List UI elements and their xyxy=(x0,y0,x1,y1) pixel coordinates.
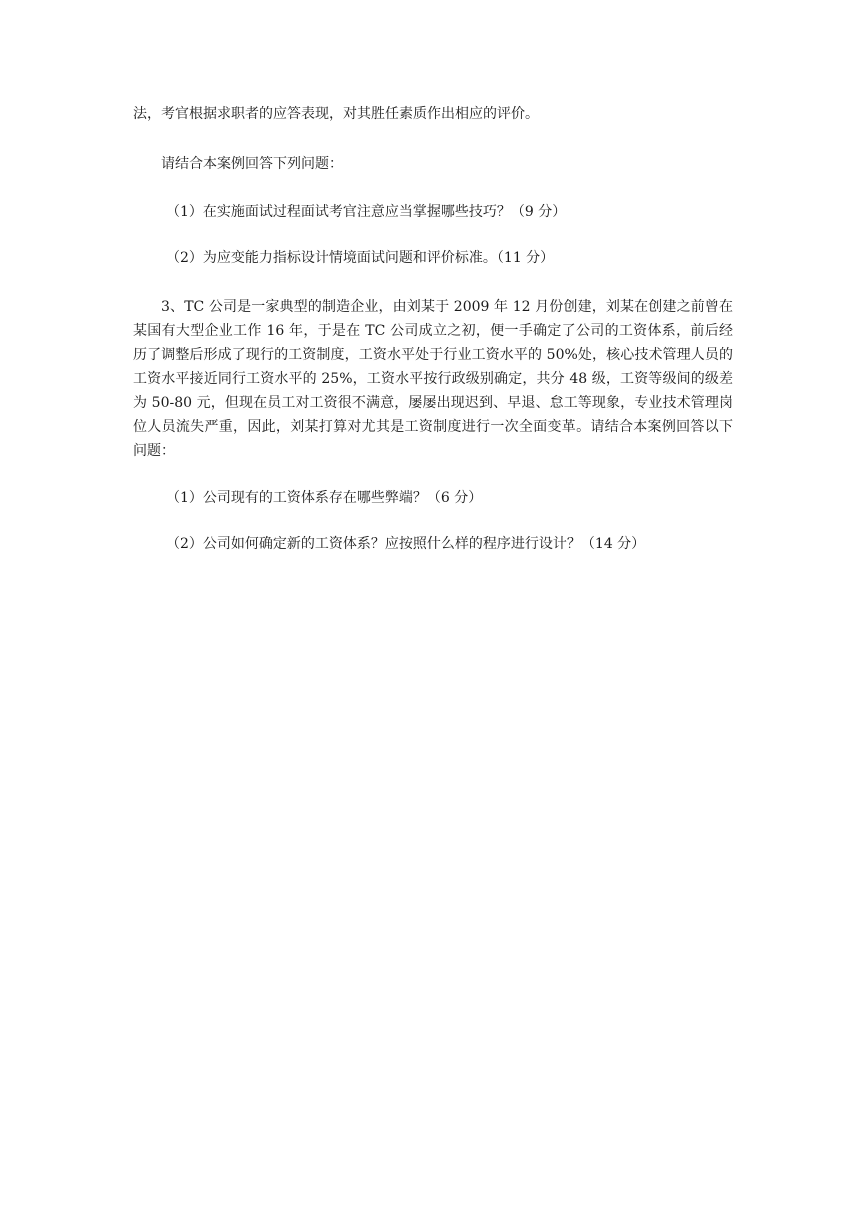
spacer xyxy=(133,225,733,245)
case2-question-2: （2）为应变能力指标设计情境面试问题和评价标准。（11 分） xyxy=(166,250,555,266)
case3-paragraph: 3、TC 公司是一家典型的制造企业，由刘某于 2009 年 12 月份创建，刘某在创建之前曾在某国有大型企业工作 16 年，于是在 TC 公司成立之初，便一手确定了公司的工资体系，前后经历了调整后形成了现行的工资制度，工资水平处于行业工资水平的 50%处，核心技术管理人员的工资水平接近同行工资水平的 25%，工资水平按行政级别确定，共分 48 级，工资等级间的级差为 50-80 元，但现在员工对工资很不满意，屡屡出现迟到、早退、怠工等现象，专业技术管理岗位人员流失严重，因此，刘某打算对尤其是工资制度进行一次全面变革。请结合本案例回答以下问题： xyxy=(133,299,733,459)
spacer xyxy=(133,463,733,485)
spacer xyxy=(133,127,733,151)
spacer xyxy=(133,177,733,199)
case2-question-1: （1）在实施面试过程面试考官注意应当掌握哪些技巧？（9 分） xyxy=(166,204,567,220)
spacer xyxy=(133,511,733,531)
question-prompt: 请结合本案例回答下列问题： xyxy=(161,156,343,172)
case3-question-1: （1）公司现有的工资体系存在哪些弊端？（6 分） xyxy=(166,490,483,506)
document-body xyxy=(133,101,733,557)
case3-question-2: （2）公司如何确定新的工资体系？应按照什么样的程序进行设计？（14 分） xyxy=(166,536,646,552)
spacer xyxy=(133,271,733,295)
intro-tail-text: 法，考官根据求职者的应答表现，对其胜任素质作出相应的评价。 xyxy=(133,106,539,122)
